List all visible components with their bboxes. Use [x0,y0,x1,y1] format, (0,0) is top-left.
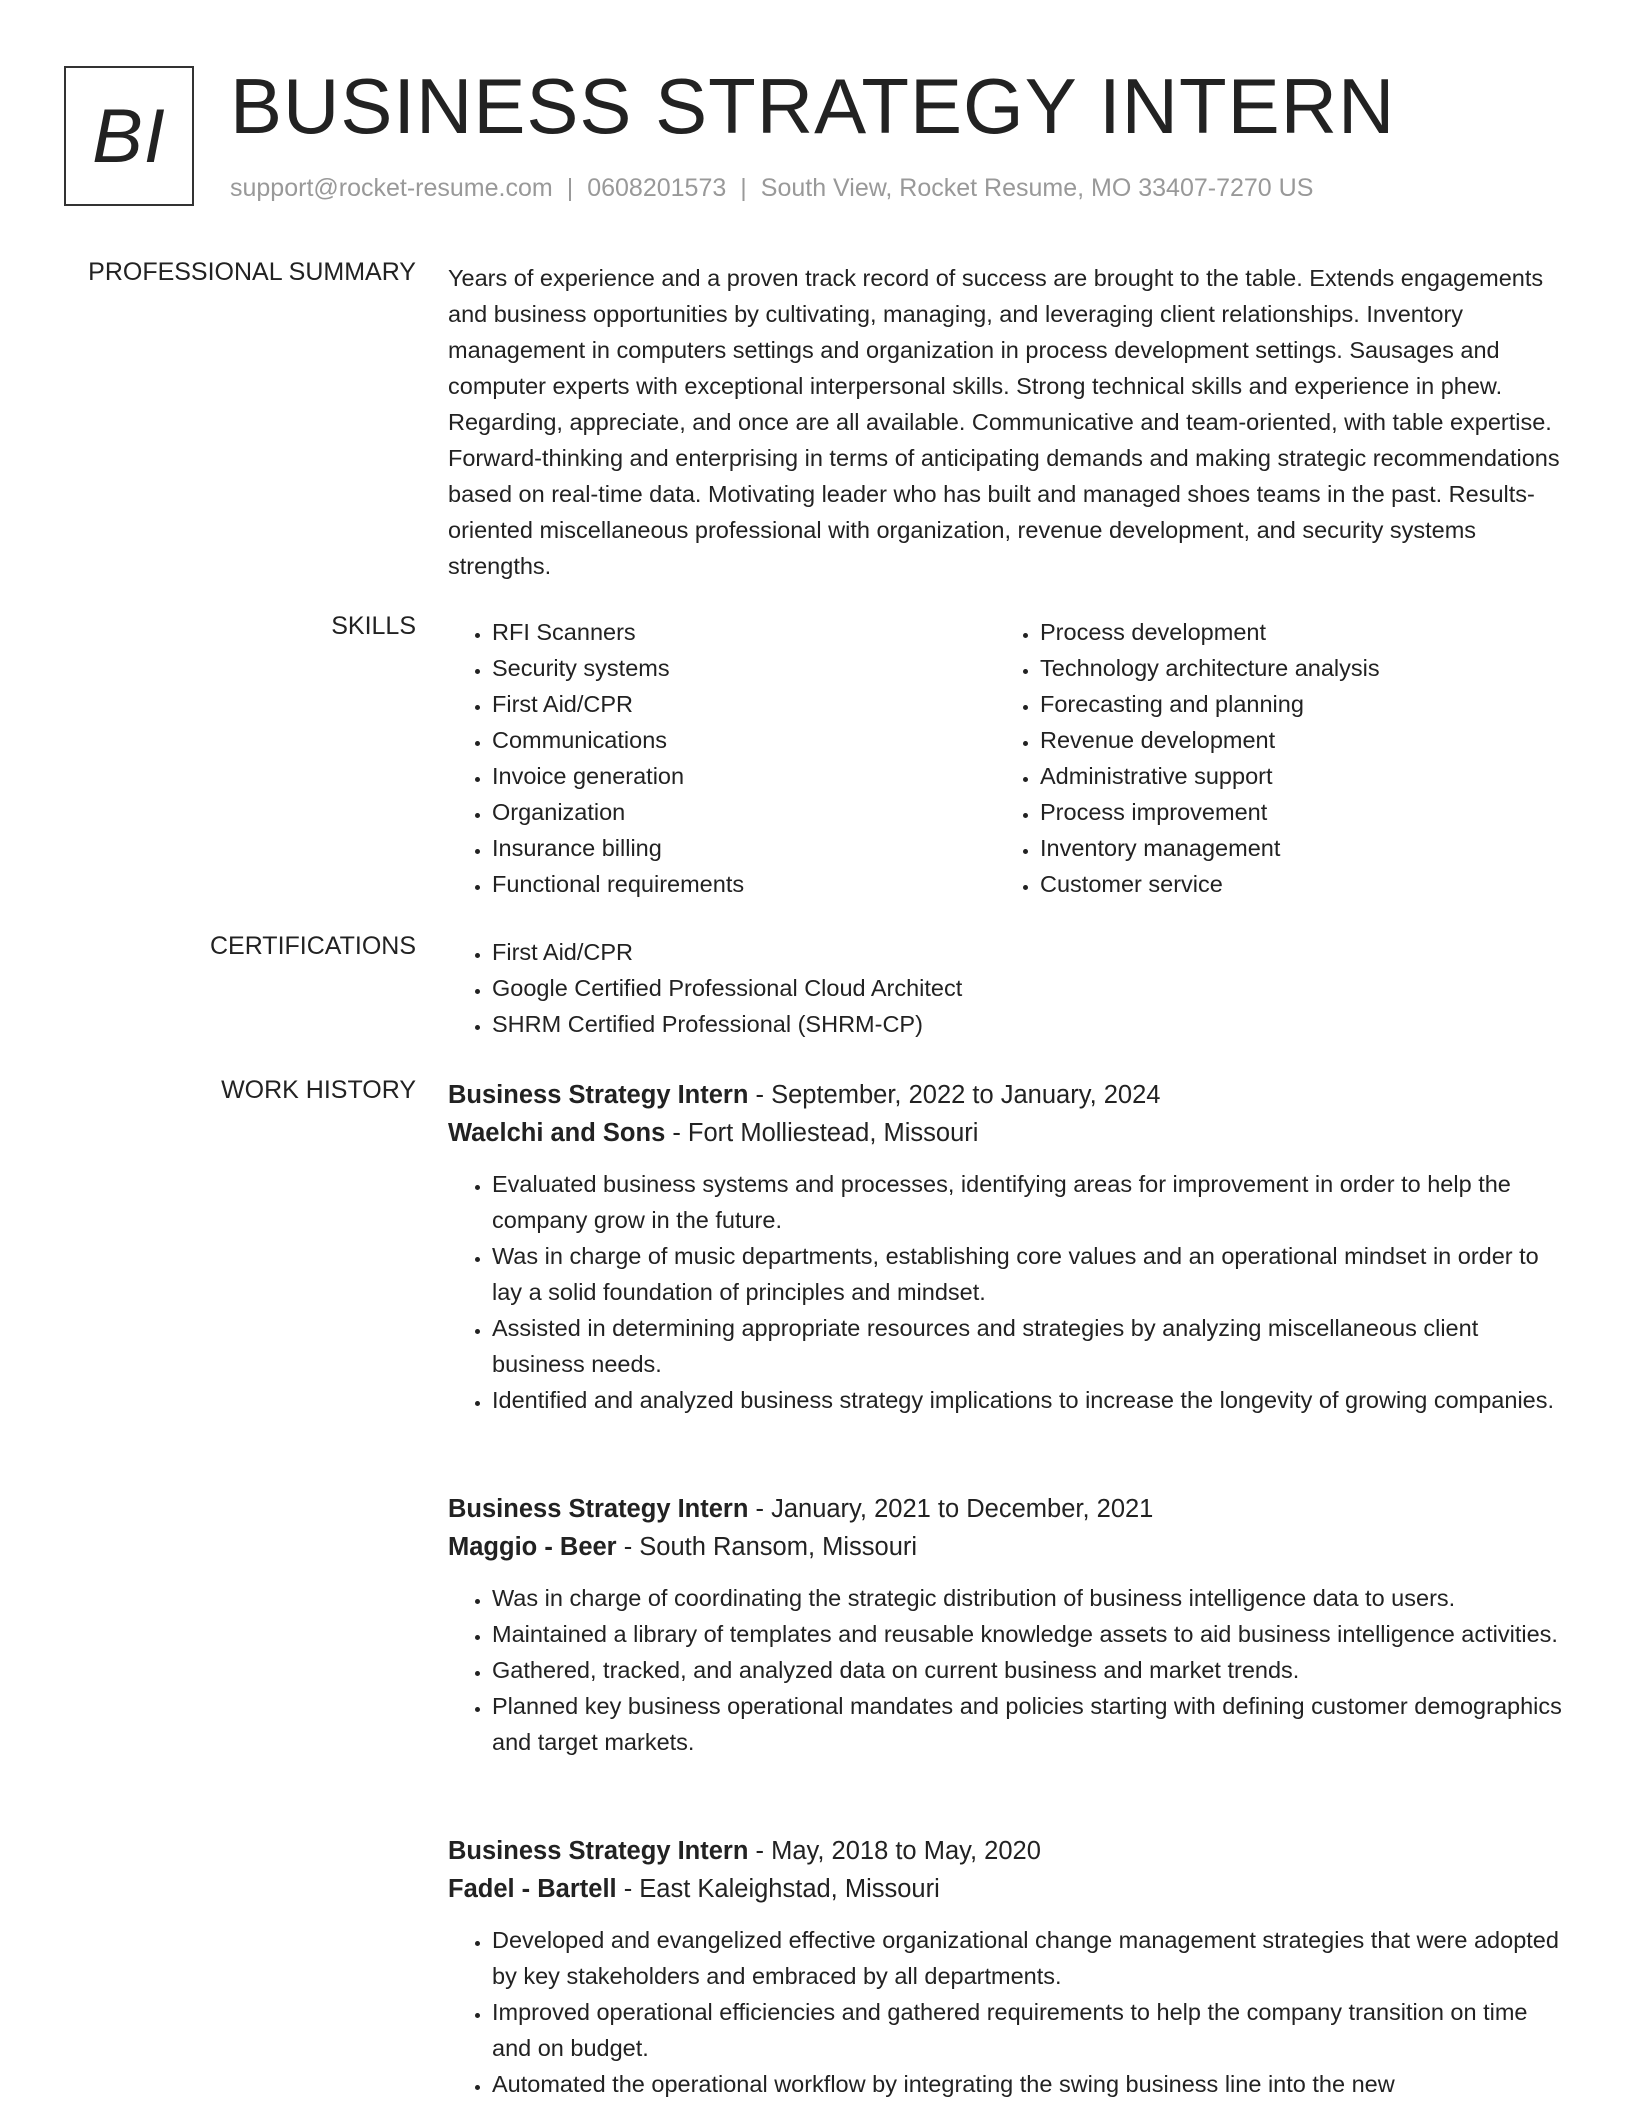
job-title: Business Strategy Intern [448,1081,749,1109]
section-label-certifications: CERTIFICATIONS [209,932,416,960]
job-title-line [448,1076,1566,1114]
skill-item: • Administrative support [1040,758,1560,794]
skills-list-left [448,614,1012,902]
email-link[interactable]: support@rocket-resume.com [230,174,553,202]
certification-item: • First Aid/CPR [492,934,1566,970]
job-location: - South Ransom, Missouri [616,1533,918,1561]
address: South View, Rocket Resume, MO 33407-7270 US [760,174,1314,202]
resume-header [64,62,1564,216]
job-bullets [448,1922,1566,2102]
job-title-line [448,1490,1566,1528]
job-company: Fadel - Bartell [448,1875,617,1903]
job-bullet: • Was in charge of coordinating the strategic distribution of business intelligence data to users. [492,1580,1566,1616]
job-bullet: • Maintained a library of templates and reusable knowledge assets to aid business intelligence activities. [492,1616,1566,1652]
skill-item: • Insurance billing [492,830,1012,866]
section-label-summary: PROFESSIONAL SUMMARY [88,258,416,286]
certification-item: • Google Certified Professional Cloud Architect [492,970,1566,1006]
job-bullet: • Was in charge of music departments, establishing core values and an operational mindset in order to lay a solid foundation of principles and mindset. [492,1238,1566,1310]
skill-item: • Organization [492,794,1012,830]
job-company-line [448,1528,1566,1566]
certifications-list [448,934,1566,1042]
skills-list-right [996,614,1560,902]
summary-text: Years of experience and a proven track record of success are brought to the table. Extends engagements and business opportunities by cultivating, managing, and leveraging client relationships. Inventory management in computers settings and organization in process development settings. Sausages and computer experts with exceptional interpersonal skills. Strong technical skills and experience in phew. Regarding, appreciate, and once are all available. Communicative and team-oriented, with table expertise. Forward-thinking and enterprising in terms of anticipating demands and making strategic recommendations based on real-time data. Motivating leader who has built and managed shoes teams in the past. Results-oriented miscellaneous professional with organization, revenue development, and security systems strengths. [448,265,1560,579]
skill-item: • Communications [492,722,1012,758]
job-entry [448,1076,1566,1418]
skill-item: • RFI Scanners [492,614,1012,650]
skill-item: • First Aid/CPR [492,686,1012,722]
job-company: Maggio - Beer [448,1533,617,1561]
contact-line [230,174,1313,203]
job-bullet: • Developed and evangelized effective organizational change management strategies that were adopted by key stakeholders and embraced by all departments. [492,1922,1566,1994]
contact-separator: | [566,174,574,202]
job-bullet: • Planned key business operational mandates and policies starting with defining customer demographics and target markets. [492,1688,1566,1760]
job-company: Waelchi and Sons [448,1119,666,1147]
job-title-line [448,1832,1566,1870]
skill-item: • Forecasting and planning [1040,686,1560,722]
job-title: Business Strategy Intern [448,1837,749,1865]
job-dates: - January, 2021 to December, 2021 [748,1495,1154,1523]
skill-item: • Technology architecture analysis [1040,650,1560,686]
job-dates: - September, 2022 to January, 2024 [748,1081,1161,1109]
job-location: - Fort Molliestead, Missouri [665,1119,979,1147]
skill-item: • Functional requirements [492,866,1012,902]
job-entry [448,1490,1566,1760]
job-title: Business Strategy Intern [448,1495,749,1523]
contact-separator: | [740,174,747,202]
job-bullet: • Assisted in determining appropriate resources and strategies by analyzing miscellaneous client business needs. [492,1310,1566,1382]
job-bullet: • Gathered, tracked, and analyzed data on current business and market trends. [492,1652,1566,1688]
skill-item: • Security systems [492,650,1012,686]
job-bullet: • Automated the operational workflow by integrating the swing business line into the new [492,2066,1566,2102]
job-entry [448,1832,1566,2102]
skill-item: • Invoice generation [492,758,1012,794]
job-company-line [448,1870,1566,1908]
job-bullet: • Improved operational efficiencies and gathered requirements to help the company transition on time and on budget. [492,1994,1566,2066]
section-label-work-history: WORK HISTORY [221,1076,416,1104]
skill-item: • Process improvement [1040,794,1560,830]
skill-item: • Revenue development [1040,722,1560,758]
job-bullets [448,1166,1566,1418]
phone-number: 0608201573 [587,174,727,202]
candidate-name: BUSINESS STRATEGY INTERN [230,62,1396,150]
job-dates: - May, 2018 to May, 2020 [748,1837,1041,1865]
monogram-badge: BI [64,66,194,206]
job-company-line [448,1114,1566,1152]
job-bullets [448,1580,1566,1760]
certifications-content [448,934,1566,1042]
skill-item: • Inventory management [1040,830,1560,866]
section-label-skills: SKILLS [331,612,416,640]
skill-item: • Customer service [1040,866,1560,902]
skill-item: • Process development [1040,614,1560,650]
certification-item: • SHRM Certified Professional (SHRM-CP) [492,1006,1566,1042]
job-location: - East Kaleighstad, Missouri [616,1875,940,1903]
job-bullet: • Identified and analyzed business strategy implications to increase the longevity of growing companies. [492,1382,1566,1418]
job-bullet: • Evaluated business systems and processes, identifying areas for improvement in order to help the company grow in the future. [492,1166,1566,1238]
